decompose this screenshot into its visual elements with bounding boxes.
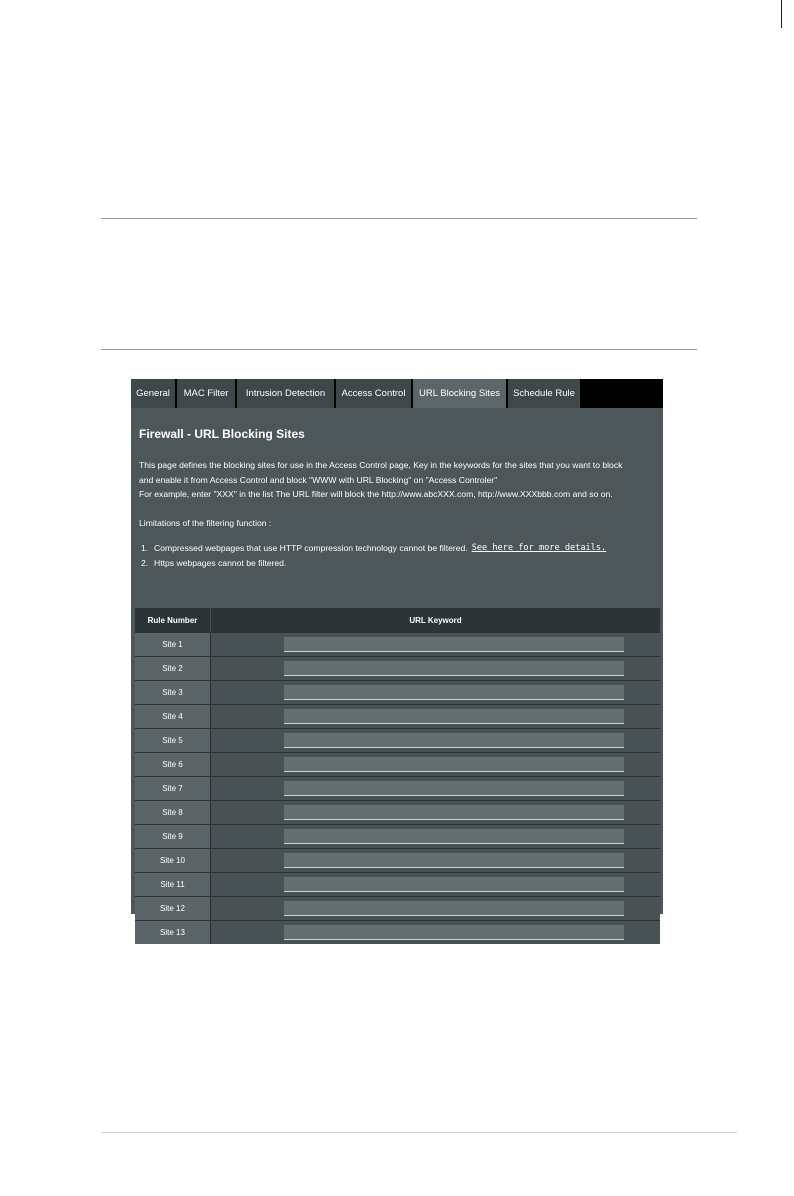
- limitation-item: [141, 556, 661, 571]
- table-row: [135, 824, 660, 848]
- site-label: Site 12: [135, 897, 211, 920]
- url-keyword-input[interactable]: [284, 925, 624, 940]
- page-edge-rule: [781, 0, 782, 28]
- header-rule-number: Rule Number: [135, 608, 211, 632]
- site-label: Site 7: [135, 777, 211, 800]
- details-link[interactable]: See here for more details.: [471, 543, 607, 553]
- url-keyword-table: [135, 608, 660, 944]
- table-row: [135, 776, 660, 800]
- limitation-number: 2.: [141, 557, 149, 568]
- keyword-cell: [211, 825, 660, 848]
- keyword-cell: [211, 681, 660, 704]
- url-keyword-input[interactable]: [284, 877, 624, 892]
- table-body: [135, 632, 660, 944]
- table-row: [135, 896, 660, 920]
- url-keyword-input[interactable]: [284, 901, 624, 916]
- site-label: Site 8: [135, 801, 211, 824]
- url-keyword-input[interactable]: [284, 829, 624, 844]
- tab-bar: [131, 379, 663, 408]
- url-keyword-input[interactable]: [284, 733, 624, 748]
- header-url-keyword: URL Keyword: [409, 615, 462, 625]
- site-label: Site 9: [135, 825, 211, 848]
- url-keyword-input[interactable]: [284, 805, 624, 820]
- site-label: Site 3: [135, 681, 211, 704]
- url-keyword-input[interactable]: [284, 853, 624, 868]
- limitation-text: Compressed webpages that use HTTP compression technology cannot be filtered.: [154, 543, 468, 553]
- keyword-cell: [211, 873, 660, 896]
- limitations-heading: Limitations of the filtering function :: [139, 518, 272, 528]
- table-row: [135, 800, 660, 824]
- table-row: [135, 920, 660, 944]
- url-keyword-input[interactable]: [284, 685, 624, 700]
- keyword-cell: [211, 657, 660, 680]
- description-line-2: and enable it from Access Control and block "WWW with URL Blocking" on "Access Controler": [139, 474, 498, 485]
- description-line-1: This page defines the blocking sites for use in the Access Control page, Key in the keywords for the sites that you want to block: [139, 460, 623, 470]
- site-label: Site 13: [135, 921, 211, 944]
- limitation-text: Https webpages cannot be filtered.: [154, 557, 287, 568]
- site-label: Site 11: [135, 873, 211, 896]
- keyword-cell: [211, 921, 660, 944]
- site-label: Site 4: [135, 705, 211, 728]
- table-row: [135, 848, 660, 872]
- site-label: Site 2: [135, 657, 211, 680]
- table-row: [135, 728, 660, 752]
- site-label: Site 10: [135, 849, 211, 872]
- divider-top: [101, 218, 697, 219]
- keyword-cell: [211, 729, 660, 752]
- limitation-item: [141, 541, 661, 556]
- tab-mac-filter[interactable]: MAC Filter: [177, 379, 235, 408]
- keyword-cell: [211, 849, 660, 872]
- url-keyword-input[interactable]: [284, 637, 624, 652]
- url-keyword-input[interactable]: [284, 661, 624, 676]
- tab-url-blocking-sites[interactable]: URL Blocking Sites: [413, 379, 506, 408]
- description-line-3: For example, enter "XXX" in the list The URL filter will block the http://www.abcXXX.com, http://www.XXXbbb.com and so on.: [139, 489, 613, 499]
- keyword-cell: [211, 777, 660, 800]
- table-row: [135, 752, 660, 776]
- table-row: [135, 872, 660, 896]
- keyword-cell: [211, 633, 660, 656]
- site-label: Site 5: [135, 729, 211, 752]
- tab-access-control[interactable]: Access Control: [336, 379, 411, 408]
- divider-middle: [101, 349, 697, 350]
- limitations-list: [141, 541, 661, 570]
- tab-general[interactable]: General: [131, 379, 175, 408]
- tab-intrusion-detection[interactable]: Intrusion Detection: [237, 379, 334, 408]
- url-keyword-input[interactable]: [284, 781, 624, 796]
- footer-divider: [101, 1132, 737, 1133]
- page-title: Firewall - URL Blocking Sites: [139, 427, 305, 441]
- router-ui-screenshot: [131, 379, 663, 937]
- table-row: [135, 656, 660, 680]
- keyword-cell: [211, 801, 660, 824]
- limitation-number: 1.: [141, 543, 149, 553]
- keyword-cell: [211, 705, 660, 728]
- keyword-cell: [211, 897, 660, 920]
- url-keyword-input[interactable]: [284, 757, 624, 772]
- url-keyword-input[interactable]: [284, 709, 624, 724]
- keyword-cell: [211, 753, 660, 776]
- table-row: [135, 632, 660, 656]
- tab-schedule-rule[interactable]: Schedule Rule: [508, 379, 580, 408]
- site-label: Site 6: [135, 753, 211, 776]
- table-header: [135, 608, 660, 632]
- table-row: [135, 704, 660, 728]
- table-row: [135, 680, 660, 704]
- site-label: Site 1: [135, 633, 211, 656]
- description: [139, 458, 659, 502]
